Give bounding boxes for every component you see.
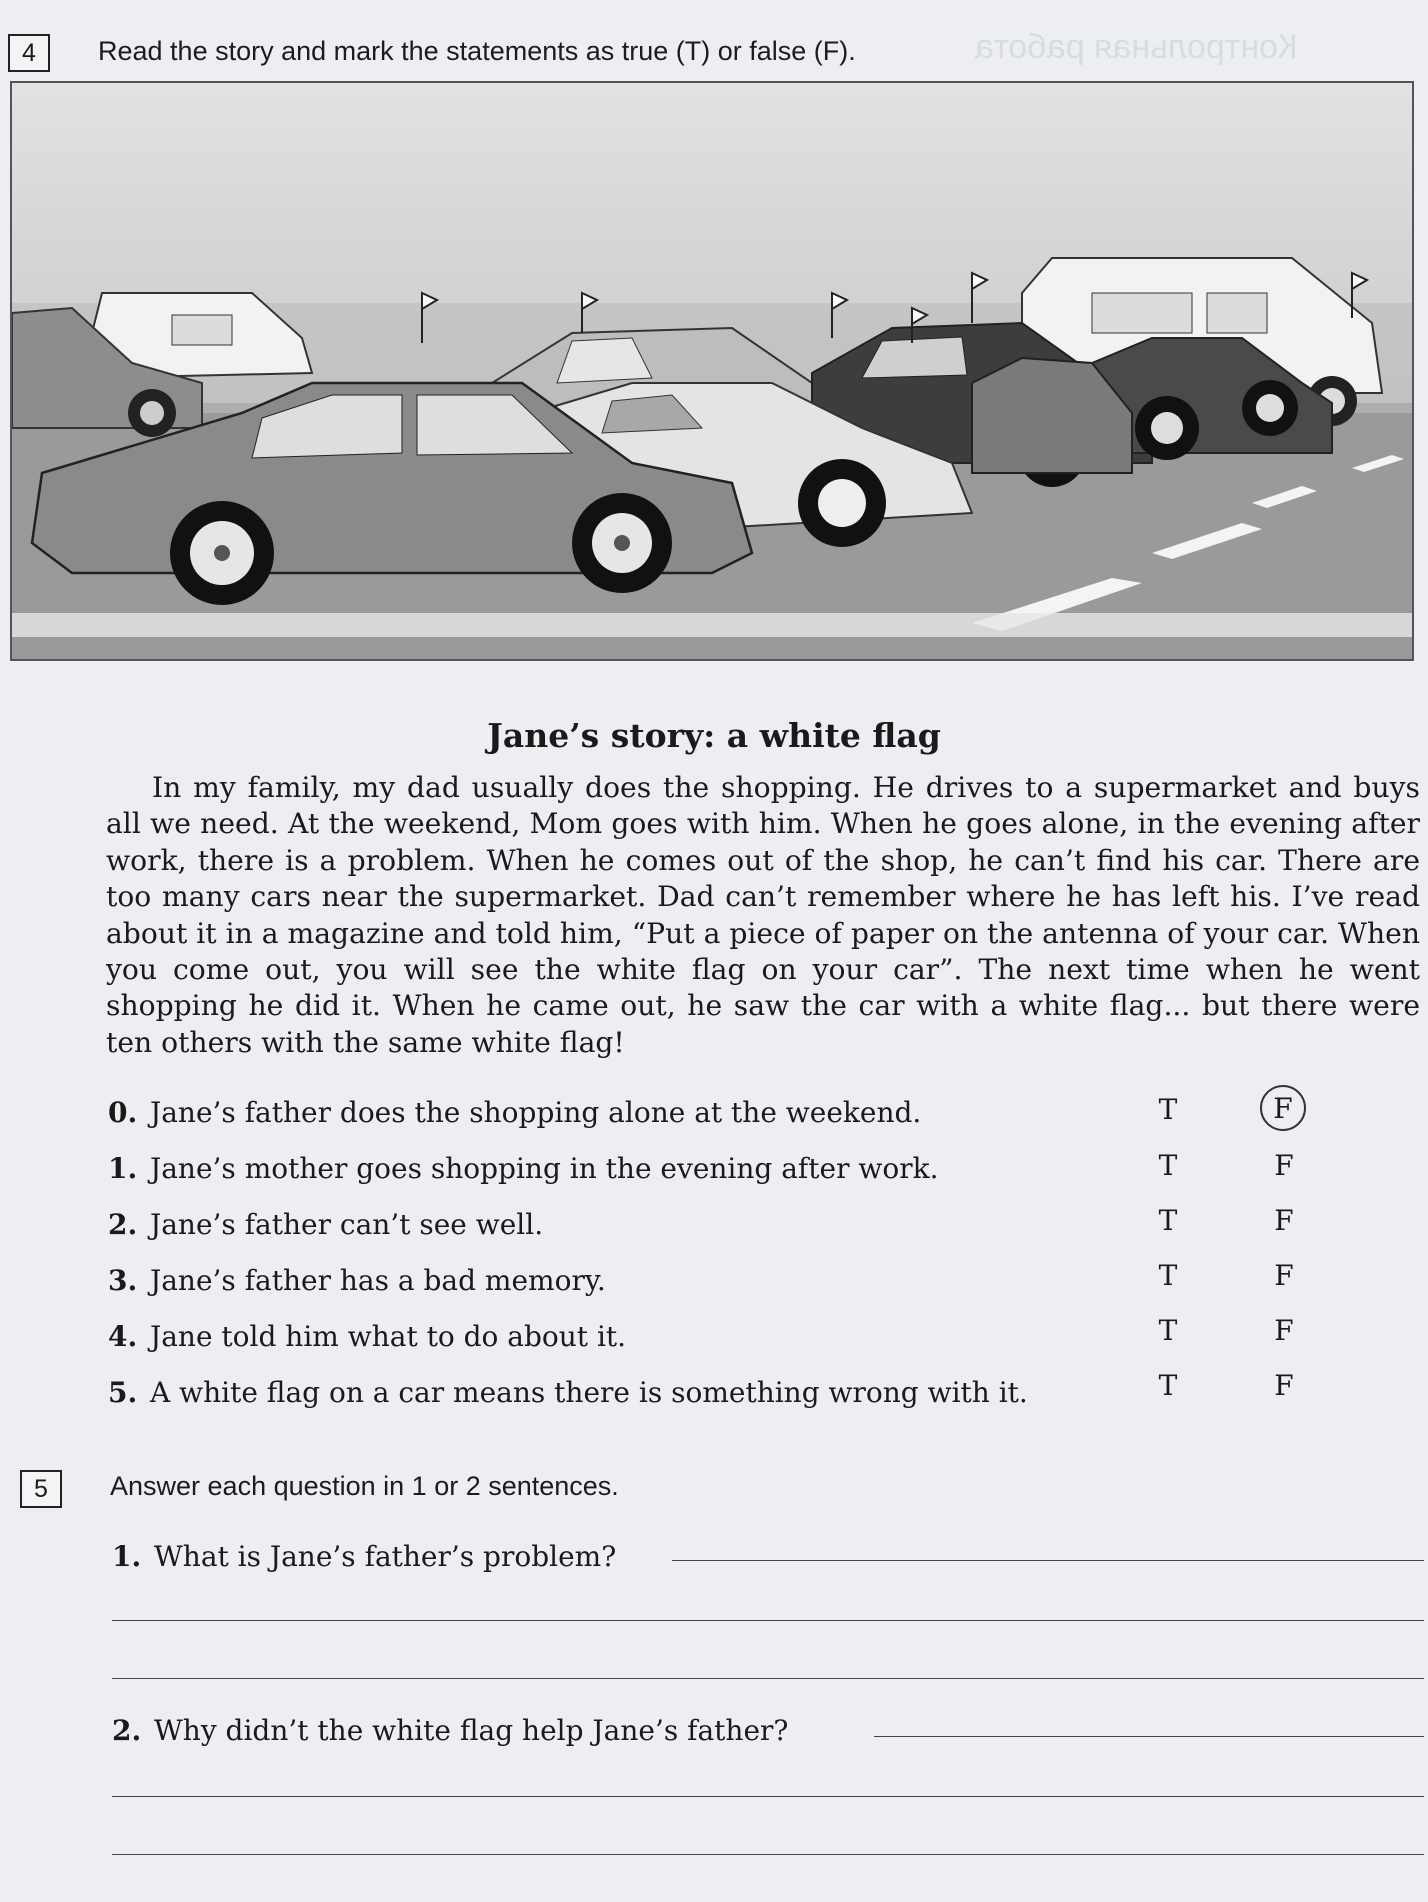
option-true-0[interactable]: T: [1158, 1093, 1178, 1126]
option-false-4[interactable]: F: [1274, 1314, 1294, 1347]
option-false-1[interactable]: F: [1274, 1149, 1294, 1182]
task-number: 4: [22, 38, 36, 67]
answer-line[interactable]: [874, 1736, 1424, 1737]
watermark-text: Контрольная работа: [975, 28, 1298, 66]
story-title: Jane’s story: a white flag: [487, 716, 941, 755]
task-number-box: [8, 34, 50, 72]
statement-number: 1.: [108, 1152, 138, 1185]
story-text: [106, 770, 1420, 1061]
parking-lot-illustration: [10, 81, 1414, 661]
answer-line[interactable]: [112, 1796, 1424, 1797]
statement-number: 4.: [108, 1320, 138, 1353]
option-false-0-circled[interactable]: F: [1260, 1085, 1306, 1131]
option-false-5[interactable]: F: [1274, 1369, 1294, 1402]
option-false-3[interactable]: F: [1274, 1259, 1294, 1292]
statement-5: [108, 1376, 1028, 1409]
question-2: [112, 1714, 788, 1747]
question-text: What is Jane’s father’s problem?: [154, 1540, 617, 1573]
task-number: 5: [34, 1474, 48, 1503]
statement-1: [108, 1152, 938, 1185]
statement-text: A white flag on a car means there is something wrong with it.: [150, 1376, 1028, 1409]
question-number: 1.: [112, 1540, 142, 1573]
task-number-box: [20, 1470, 62, 1508]
option-true-4[interactable]: T: [1158, 1314, 1178, 1347]
cars-picture: [12, 83, 1414, 661]
statement-2: [108, 1208, 543, 1241]
option-true-5[interactable]: T: [1158, 1369, 1178, 1402]
question-text: Why didn’t the white flag help Jane’s father?: [154, 1714, 789, 1747]
statement-number: 2.: [108, 1208, 138, 1241]
option-true-2[interactable]: T: [1158, 1204, 1178, 1237]
statement-number: 0.: [108, 1096, 138, 1129]
statement-number: 3.: [108, 1264, 138, 1297]
statement-text: Jane told him what to do about it.: [150, 1320, 627, 1353]
statement-text: Jane’s father can’t see well.: [150, 1208, 544, 1241]
statement-0: [108, 1096, 921, 1129]
answer-line[interactable]: [112, 1620, 1424, 1621]
statement-text: Jane’s father has a bad memory.: [150, 1264, 606, 1297]
question-1: [112, 1540, 616, 1573]
statement-4: [108, 1320, 626, 1353]
answer-line[interactable]: [112, 1678, 1424, 1679]
story-body: In my family, my dad usually does the shopping. He drives to a supermarket and buys all we need. At the weekend, Mom goes with him. When he goes alone, in the evening after work, there is a problem. When he comes out of the shop, he can’t find his car. There are too many cars near the supermarket. Dad can’t remember where he has left his. I’ve read about it in a magazine and told him, “Put a piece of paper on the antenna of your car. When you come out, you will see the white flag on your car”. The next time when he went shopping he did it. When he came out, he saw the car with a white flag... but there were ten others with the same white flag!: [106, 771, 1420, 1059]
option-false-2[interactable]: F: [1274, 1204, 1294, 1237]
statement-3: [108, 1264, 606, 1297]
task-instruction: Read the story and mark the statements as true (T) or false (F).: [98, 36, 856, 66]
option-true-3[interactable]: T: [1158, 1259, 1178, 1292]
statement-text: Jane’s father does the shopping alone at the weekend.: [150, 1096, 922, 1129]
answer-line[interactable]: [672, 1560, 1424, 1561]
answer-line[interactable]: [112, 1854, 1424, 1855]
task-instruction: Answer each question in 1 or 2 sentences.: [110, 1471, 619, 1501]
statement-number: 5.: [108, 1376, 138, 1409]
question-number: 2.: [112, 1714, 142, 1747]
option-true-1[interactable]: T: [1158, 1149, 1178, 1182]
statement-text: Jane’s mother goes shopping in the evening after work.: [150, 1152, 939, 1185]
